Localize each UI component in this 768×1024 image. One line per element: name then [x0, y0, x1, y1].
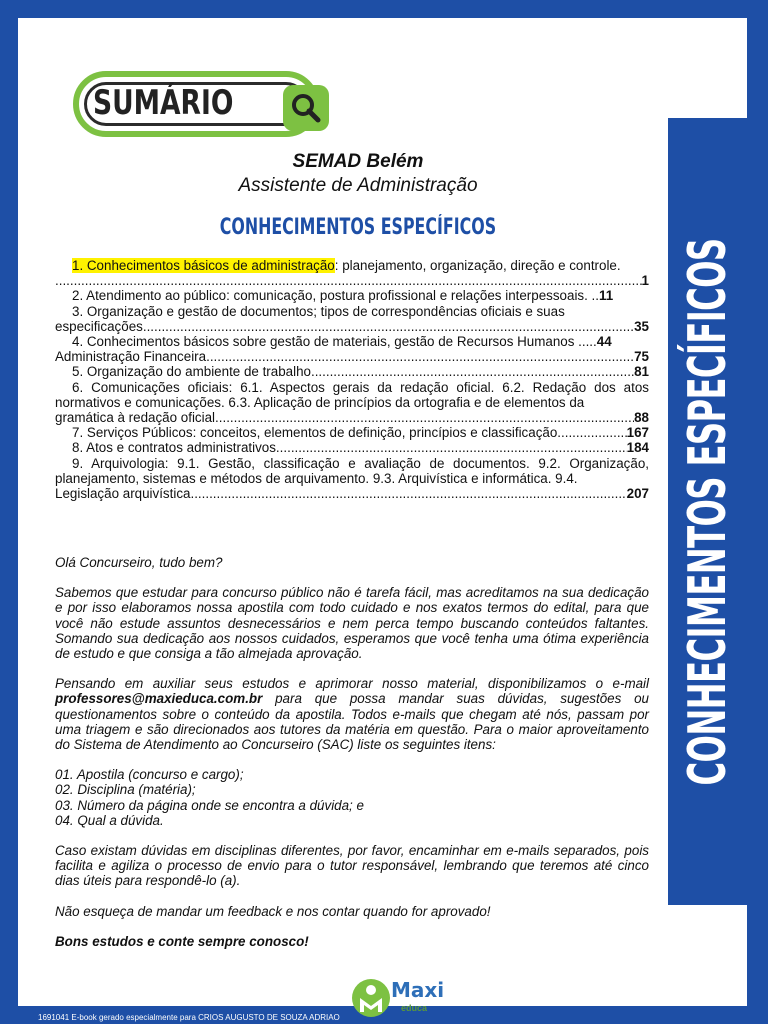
- page: [18, 18, 747, 1013]
- toc-page-number: 184: [626, 440, 649, 456]
- toc-page-number: 11: [599, 288, 614, 304]
- toc-leader-line: especificações. ..... 35: [55, 319, 649, 334]
- list-item: 02. Disciplina (matéria);: [55, 782, 196, 798]
- toc-item-highlight: 1. Conhecimentos básicos de administração: [72, 258, 335, 273]
- brand-name: Maxi: [391, 978, 445, 1002]
- toc-leader-line: gramática à redação oficial. ..... 88: [55, 410, 649, 425]
- toc-page-number: 1: [641, 273, 649, 289]
- toc-leader-line: Administração Financeira ..... 75: [55, 349, 649, 364]
- toc-item: 7. Serviços Públicos: conceitos, elementos de definição, princípios e classificação......... ..... 167: [55, 425, 649, 440]
- letter-paragraph: Não esqueça de mandar um feedback e nos contar quando for aprovado!: [55, 903, 491, 919]
- toc-item: 3. Organização e gestão de documentos; tipos de correspondências oficiais e suas: [72, 303, 565, 319]
- book-subtitle: Assistente de Administração: [238, 175, 478, 196]
- sumario-logo: [73, 71, 325, 143]
- section-heading-text: CONHECIMENTOS ESPECÍFICOS: [219, 215, 497, 240]
- toc-page-number: 88: [634, 410, 649, 426]
- maxi-person-icon: [351, 978, 391, 1018]
- maxi-educa-logo: [351, 978, 461, 1018]
- contact-email[interactable]: professores@maxieduca.com.br: [55, 691, 263, 707]
- letter-paragraph: Pensando em auxiliar seus estudos e aprimorar nosso material, disponibilizamos o e-mail professores@maxieduca.com.br para que possa mandar suas dúvidas, sugestões ou questionamentos sobre o conteúdo da apostila. Todos e-mails que chegam até nós, passam por uma triagem e são direcionados aos tutores da matéria em questão. Para o maior aproveitamento do Sistema de Atendimento ao Concurseiro (SAC) liste os seguintes itens:: [55, 676, 649, 753]
- logo-text: SUMÁRIO: [93, 83, 234, 123]
- brand-sub: educa: [401, 1003, 428, 1013]
- toc-item: 4. Conhecimentos básicos sobre gestão de materiais, gestão de Recursos Humanos ..... 44: [72, 334, 612, 350]
- toc-item: 1. Conhecimentos básicos de administração: planejamento, organização, direção e controle.: [72, 258, 621, 273]
- toc-page-number: 167: [626, 425, 649, 441]
- toc-leader-line: [55, 273, 649, 288]
- toc-item: 5. Organização do ambiente de trabalho. ..... 81: [55, 364, 649, 379]
- toc-page-number: 44: [596, 334, 612, 350]
- toc-leader-line: Legislação arquivística. ..... 207: [55, 486, 649, 501]
- letter-paragraph: Caso existam dúvidas em disciplinas diferentes, por favor, encaminhar em e-mails separados, pois facilita e agiliza o processo de envio para o tutor responsável, lembrando que teremos até cinco dias úteis para respondê-lo (a).: [55, 843, 649, 889]
- section-heading: [148, 215, 568, 240]
- list-item: 04. Qual a dúvida.: [55, 812, 164, 828]
- side-section-label: CONHECIMENTOS ESPECÍFICOS: [678, 237, 738, 786]
- side-section-band: [668, 118, 748, 905]
- letter-greeting: Olá Concurseiro, tudo bem?: [55, 555, 223, 570]
- welcome-letter: [55, 555, 649, 964]
- toc-page-number: 207: [626, 486, 649, 502]
- magnifier-icon: [283, 85, 329, 131]
- table-of-contents: [55, 258, 649, 501]
- checklist: [55, 767, 649, 828]
- list-item: 03. Número da página onde se encontra a dúvida; e: [55, 797, 364, 813]
- toc-page-number: 81: [634, 364, 649, 380]
- toc-item: 8. Atos e contratos administrativos. ..... 184: [55, 440, 649, 455]
- toc-item: 9. Arquivologia: 9.1. Gestão, classificação e avaliação de documentos. 9.2. Organização, planejamento, sistemas e métodos de arquivamento. 9.3. Arquivística e informática. 9.4.: [55, 455, 649, 486]
- toc-item: 6. Comunicações oficiais: 6.1. Aspectos gerais da redação oficial. 6.2. Redação dos atos normativos e comunicações. 6.3. Aplicação de princípios da ortografia e de elementos da: [55, 379, 649, 410]
- letter-paragraph: Sabemos que estudar para concurso público não é tarefa fácil, mas acreditamos na sua dedicação e por isso elaboramos nossa apostila com todo cuidado e nos exatos termos do edital, para que você não estude assuntos desnecessários e nem perca tempo buscando conteúdos faltantes. Somando sua dedicação aos nossos cuidados, esperamos que você tenha uma ótima experiência de estudo e que consiga a tão almejada aprovação.: [55, 585, 649, 662]
- footer-watermark: 1691041 E-book gerado especialmente para CRIOS AUGUSTO DE SOUZA ADRIAO: [38, 1013, 340, 1022]
- toc-page-number: 75: [634, 349, 649, 365]
- toc-page-number: 35: [634, 318, 649, 334]
- letter-signoff: Bons estudos e conte sempre conosco!: [55, 933, 309, 949]
- toc-item: 2. Atendimento ao público: comunicação, postura profissional e relações interpessoais. .. 11: [72, 288, 614, 304]
- book-title: SEMAD Belém: [292, 151, 424, 172]
- list-item: 01. Apostila (concurso e cargo);: [55, 767, 244, 783]
